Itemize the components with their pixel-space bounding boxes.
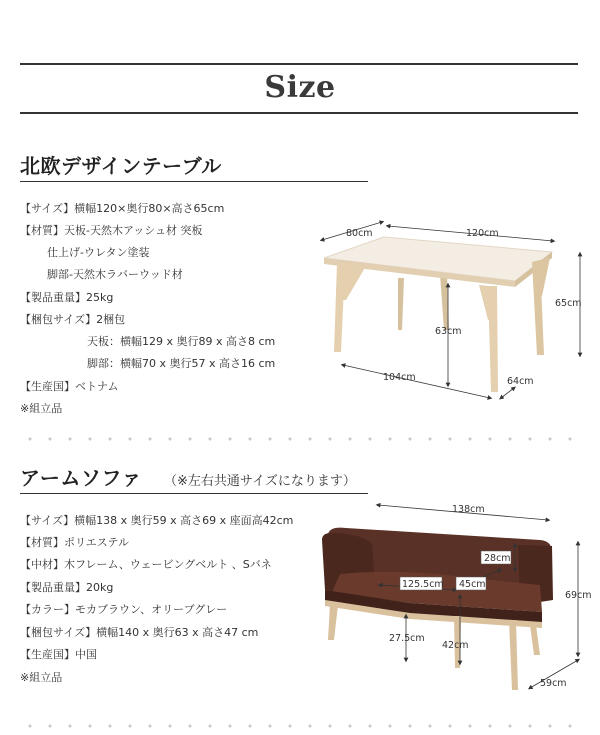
sofa-dim-width-label: 138cm xyxy=(452,504,485,515)
table-dim-width-label: 120cm xyxy=(466,228,499,239)
sofa-spec-weight: 【製品重量】20kg xyxy=(20,581,114,594)
table-spec-legs: 脚部-天然木ラバーウッド材 xyxy=(47,268,183,281)
table-spec-package-top: 天板：横幅129 x 奥行89 x 高さ8 cm xyxy=(87,335,276,348)
sofa-dim-seat-height-label: 42cm xyxy=(442,640,469,651)
sofa-dim-arm-height-label: 28cm xyxy=(484,553,511,564)
sofa-dim-leg-height-label: 27.5cm xyxy=(389,633,425,644)
table-spec-assembly: ※組立品 xyxy=(20,402,63,415)
table-spec-size: 【サイズ】横幅120×奥行80×高さ65cm xyxy=(20,202,225,215)
section-divider-2 xyxy=(20,724,580,728)
sofa-spec-assembly: ※組立品 xyxy=(20,671,63,684)
sofa-dim-seat-width-label: 125.5cm xyxy=(402,579,444,590)
table-dim-depth-label: 80cm xyxy=(346,228,373,239)
table-spec-weight: 【製品重量】25kg xyxy=(20,291,114,304)
table-dim-leg-span-depth-label: 64cm xyxy=(507,376,534,387)
sofa-leg-front-right xyxy=(509,620,518,690)
page-title: Size xyxy=(264,70,336,105)
sofa-dim-seat-depth-label: 45cm xyxy=(459,579,486,590)
sofa-spec-filling: 【中材】木フレーム、ウェービングベルト 、Sバネ xyxy=(20,558,272,571)
table-dim-leg-span-width-label: 104cm xyxy=(383,372,416,383)
sofa-subtitle: （※左右共通サイズになります） xyxy=(164,474,356,489)
sofa-spec-origin: 【生産国】中国 xyxy=(20,648,97,661)
table-spec-package-legs: 脚部：横幅70 x 奥行57 x 高さ16 cm xyxy=(87,357,276,370)
table-spec-package: 【梱包サイズ】2梱包 xyxy=(20,313,126,326)
sofa-title: アームソファ xyxy=(20,466,142,490)
sofa-spec-size: 【サイズ】横幅138 x 奥行59 x 高さ69 x 座面高42cm xyxy=(20,514,294,527)
sofa-spec-color: 【カラー】モカブラウン、オリーブグレー xyxy=(20,603,228,616)
sofa-dim-height-label: 69cm xyxy=(565,590,592,601)
table-dim-height-label: 65cm xyxy=(555,298,582,309)
table-title: 北欧デザインテーブル xyxy=(20,154,222,178)
table-spec-origin: 【生産国】ベトナム xyxy=(20,380,119,393)
sofa-leg-front-left xyxy=(328,604,338,640)
sofa-spec-package: 【梱包サイズ】横幅140 x 奥行63 x 高さ47 cm xyxy=(20,626,259,639)
sofa-spec-material: 【材質】ポリエステル xyxy=(20,536,130,549)
table-spec-material: 【材質】天板-天然木アッシュ材 突板 xyxy=(20,224,203,237)
sofa-dim-depth-label: 59cm xyxy=(540,678,567,689)
table-spec-finish: 仕上げ-ウレタン塗装 xyxy=(47,246,150,259)
table-dim-leg-height-label: 63cm xyxy=(435,326,462,337)
